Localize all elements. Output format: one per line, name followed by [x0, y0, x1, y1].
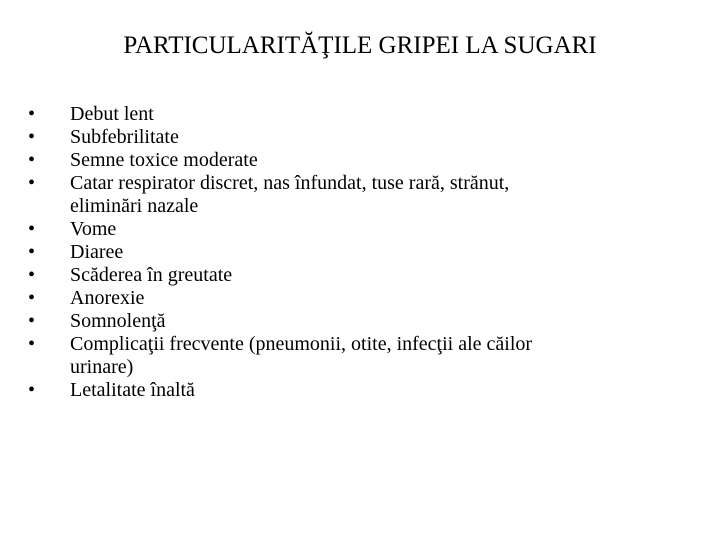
bullet-item: [28, 241, 688, 264]
bullet-dot-icon: •: [28, 172, 36, 194]
bullet-text-continuation: urinare): [70, 356, 134, 378]
bullet-item: [28, 149, 688, 172]
bullet-text: Vome: [70, 218, 117, 240]
bullet-text: Anorexie: [70, 287, 145, 309]
bullet-list: [28, 103, 688, 402]
bullet-dot-icon: •: [28, 287, 36, 309]
bullet-dot-icon: •: [28, 264, 36, 286]
slide-title: PARTICULARITĂŢILE GRIPEI LA SUGARI: [123, 32, 597, 59]
bullet-text: Scăderea în greutate: [70, 264, 233, 286]
bullet-item: [28, 310, 688, 333]
bullet-text: Catar respirator discret, nas înfundat, tuse rară, strănut,: [70, 172, 510, 194]
bullet-item: [28, 126, 688, 149]
bullet-item: [28, 379, 688, 402]
bullet-item: [28, 218, 688, 241]
bullet-dot-icon: •: [28, 218, 36, 240]
bullet-dot-icon: •: [28, 149, 36, 171]
bullet-item: [28, 287, 688, 310]
bullet-text: Subfebrilitate: [70, 126, 179, 148]
bullet-text-continuation: eliminări nazale: [70, 195, 199, 217]
bullet-text: Diaree: [70, 241, 124, 263]
bullet-item: [28, 172, 688, 218]
bullet-item: [28, 264, 688, 287]
bullet-text: Somnolenţă: [70, 310, 166, 332]
bullet-dot-icon: •: [28, 103, 36, 125]
bullet-text: Complicaţii frecvente (pneumonii, otite, infecţii ale căilor: [70, 333, 533, 355]
bullet-dot-icon: •: [28, 126, 36, 148]
bullet-dot-icon: •: [28, 333, 36, 355]
bullet-text: Semne toxice moderate: [70, 149, 258, 171]
bullet-dot-icon: •: [28, 310, 36, 332]
bullet-dot-icon: •: [28, 379, 36, 401]
bullet-item: [28, 333, 688, 379]
bullet-text: Letalitate înaltă: [70, 379, 195, 401]
bullet-item: [28, 103, 688, 126]
bullet-text: Debut lent: [70, 103, 154, 125]
bullet-dot-icon: •: [28, 241, 36, 263]
